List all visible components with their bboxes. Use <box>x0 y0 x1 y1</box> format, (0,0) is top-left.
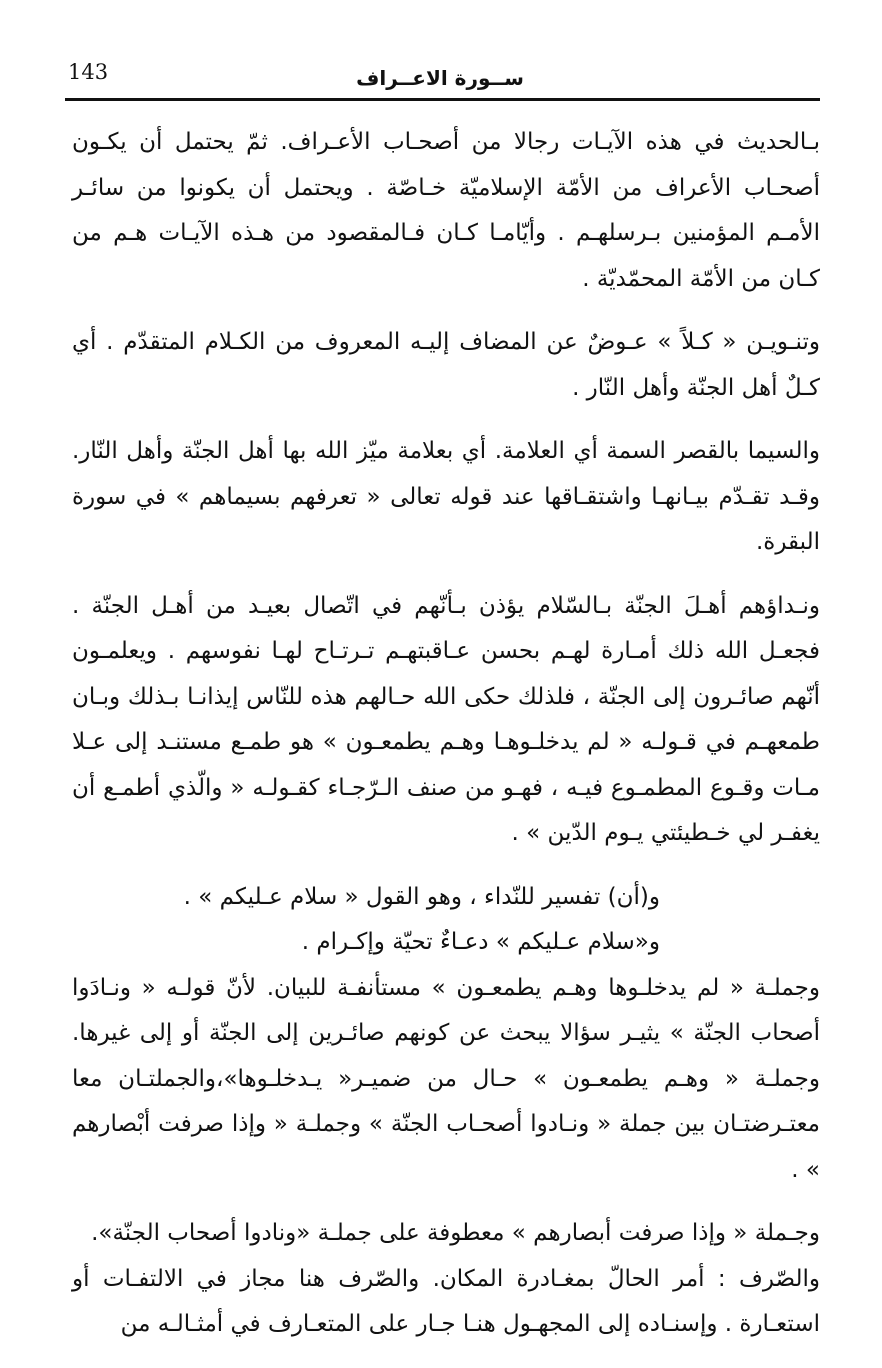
paragraph: بـالحديث في هذه الآيـات رجالا من أصحـاب الأعـراف. ثمّ يحتمل أن يكـون أصحـاب الأعراف من الأمّة الإسلاميّة خـاصّة . ويحتمل أن يكونوا من سائـر الأمـم المؤمنين بـرسلهـم . وأيّامـا كـان فـالمقصود من هـذه الآيـات هـم من كـان من الأمّة المحمّديّة . <box>72 129 820 292</box>
paragraph: وجملـة « لم يدخلـوها وهـم يطمعـون » مستأنفـة للبيان. لأنّ قولـه « ونـادَوا أصحاب الجنّة » يثيـر سؤالا يبحث عن كونهم صائـرين إلى الجنّة أو إلى غيرها. وجملـة « وهـم يطمعـون » حـال من ضميـر« يـدخلـوها»،والجملتـان معا معتـرضتـان بين جملة « ونـادوا أصحـاب الجنّة » وجملـة « وإذا صرفت أبْصارهم » . <box>72 974 820 1183</box>
paragraph: وتنـويـن « كـلاً » عـوضٌ عن المضاف إليـه المعروف من الكـلام المتقدّم . أي كـلٌ أهل الجنّة وأهل النّار . <box>72 329 820 401</box>
page-number: 143 <box>68 60 109 84</box>
running-title: ســورة الاعــراف <box>356 66 524 90</box>
paragraph: و(أن) تفسير للنّداء ، وهو القول « سلام عـليكم » . <box>183 883 660 910</box>
paragraph: ونـداؤهم أهـلَ الجنّة بـالسّلام يؤذن بـأنّهم في اتّصال بعيـد من أهـل الجنّة . فجعـل الله ذلك أمـارة لهـم بحسن عـاقبتهـم تـرتـاح لهـا نفوسهم . ويعلمـون أنّهم صائـرون إلى الجنّة ، فلذلك حكى الله حـالهم هذه للنّاس إيذانـا بـذلك وبـان طمعهـم في قـولـه « لم يدخلـوهـا وهـم يطمعـون » هو طمـع مستنـد إلى عـلا مـات وقـوع المطمـوع فيـه ، فهـو من صنف الـرّجـاء كقـولـه « والّذي أطمـع أن يغفـر لي خـطيئتي يـوم الدّين » . <box>72 592 820 846</box>
paragraph: والصّرف : أمر الحالّ بمغـادرة المكان. والصّرف هنا مجاز في الالتفـات أو استعـارة . وإسنـاده إلى المجهـول هنـا جـار على المتعـارف في أمثـالـه من <box>72 1265 820 1337</box>
header-divider <box>65 98 820 101</box>
body-text <box>72 120 820 1348</box>
paragraph: وجـملة « وإذا صرفت أبصارهم » معطوفة على جملـة «ونادوا أصحاب الجنّة». <box>91 1220 820 1246</box>
paragraph: والسيما بالقصر السمة أي العلامة. أي بعلامة ميّز الله بها أهل الجنّة وأهل النّار. وقـد تقـدّم بيـانهـا واشتقـاقها عند قوله تعالى « تعرفهم بسيماهم » في سورة البقرة. <box>72 438 820 555</box>
paragraph: و«سلام عـليكم » دعـاءٌ تحيّة وإكـرام . <box>301 929 660 955</box>
